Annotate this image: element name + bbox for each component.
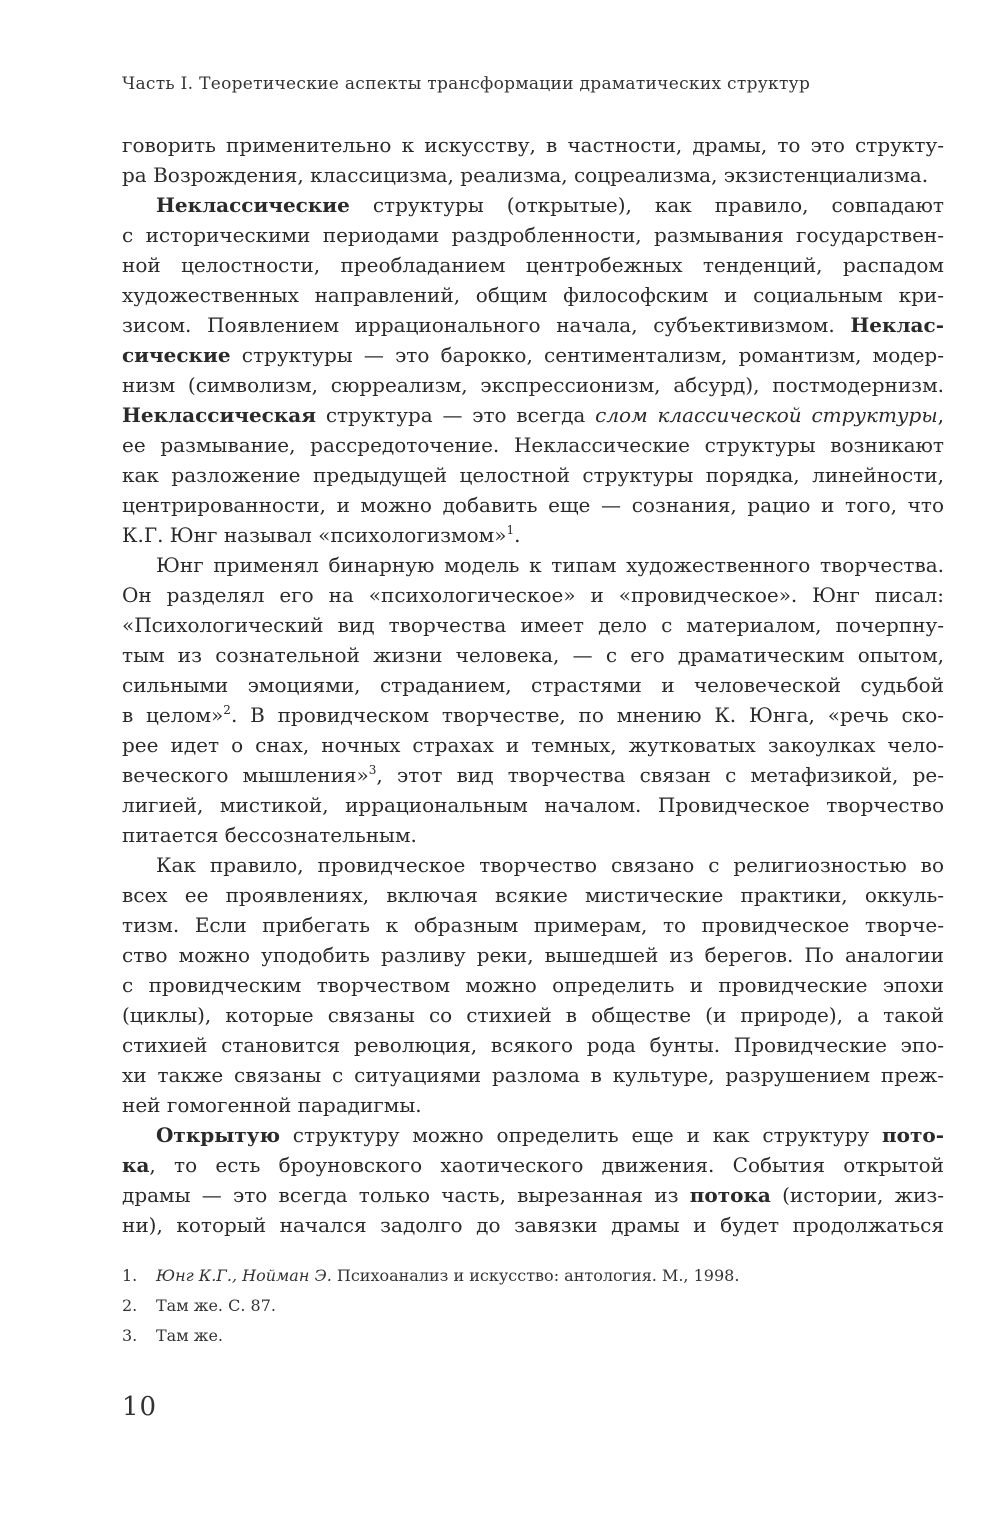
text-segment: структура — это всегда [316, 403, 596, 427]
text-segment: Юнг применял бинарную модель к типам художественного творчества. [156, 553, 944, 577]
footnote [122, 1261, 944, 1291]
text-segment: ка [122, 1153, 150, 1177]
text-line [122, 160, 944, 190]
footnote-ref: 2 [223, 703, 231, 717]
text-segment: ее размывание, рассредоточение. Неклассические структуры возникают [122, 433, 944, 457]
footnote-number: 2. [122, 1296, 138, 1315]
text-segment: центрированности, и можно добавить еще — сознания, рацио и того, что [122, 493, 944, 517]
text-line [122, 1030, 944, 1060]
footnote-number: 3. [122, 1326, 138, 1345]
footnote-text: Там же. [156, 1326, 224, 1345]
text-line [122, 520, 944, 550]
footnote-ref: 1 [506, 523, 515, 537]
text-segment: , этот вид творчества связан с метафизикой, ре- [376, 763, 944, 787]
text-segment: хи также связаны с ситуациями разлома в культуре, разрушением преж- [122, 1063, 944, 1087]
text-line [122, 1210, 944, 1240]
text-line [122, 400, 944, 430]
text-line [122, 370, 944, 400]
text-line [122, 790, 944, 820]
text-line [122, 700, 944, 730]
text-segment: лигией, мистикой, иррациональным началом. Провидческое творчество [122, 793, 944, 817]
running-head: Часть I. Теоретические аспекты трансформации драматических структур [122, 74, 811, 94]
text-segment: потока [689, 1183, 771, 1207]
text-segment: низм (символизм, сюрреализм, экспрессионизм, абсурд), постмодернизм. [122, 373, 944, 397]
footnote-ref: 3 [368, 763, 377, 777]
text-segment: сические [122, 343, 231, 367]
text-segment: Неклассические [156, 193, 350, 217]
text-line [122, 730, 944, 760]
text-segment: всех ее проявлениях, включая всякие мистические практики, оккуль- [122, 883, 944, 907]
text-segment: ной целостности, преобладанием центробежных тенденций, распадом [122, 253, 944, 277]
footnote [122, 1291, 944, 1321]
text-line [122, 880, 944, 910]
text-segment: , [937, 403, 944, 427]
text-line [122, 1060, 944, 1090]
page-number: 10 [122, 1392, 158, 1422]
text-line [122, 640, 944, 670]
text-line [122, 1180, 944, 1210]
text-line [122, 1120, 944, 1150]
text-line [122, 490, 944, 520]
text-line [122, 760, 944, 790]
text-segment: в целом» [122, 703, 224, 727]
text-line [122, 460, 944, 490]
text-line [122, 850, 944, 880]
text-segment: питается бессознательным. [122, 823, 417, 847]
text-line [122, 220, 944, 250]
text-segment: ра Возрождения, классицизма, реализма, соцреализма, экзистенциализма. [122, 163, 929, 187]
text-line [122, 250, 944, 280]
text-line [122, 670, 944, 700]
text-segment: . [514, 523, 521, 547]
text-line [122, 820, 944, 850]
text-line [122, 970, 944, 1000]
text-segment: тизм. Если прибегать к образным примерам, то провидческое творче- [122, 913, 944, 937]
text-segment: говорить применительно к искусству, в частности, драмы, то это структу- [122, 133, 944, 157]
text-segment: (истории, жиз- [770, 1183, 944, 1207]
footnote-author: Юнг К.Г., Нойман Э. [156, 1266, 332, 1285]
text-segment: Неклас- [850, 313, 944, 337]
text-segment: драмы — это всегда только часть, вырезанная из [122, 1183, 690, 1207]
text-segment: Неклассическая [122, 403, 317, 427]
text-segment: художественных направлений, общим философским и социальным кри- [122, 283, 944, 307]
text-segment: слом классической структуры [595, 403, 938, 427]
text-line [122, 1150, 944, 1180]
text-line [122, 1090, 944, 1120]
text-segment: «Психологический вид творчества имеет дело с материалом, почерпну- [122, 613, 944, 637]
text-line [122, 910, 944, 940]
text-line [122, 280, 944, 310]
text-line [122, 130, 944, 160]
text-segment: Он разделял его на «психологическое» и «провидческое». Юнг писал: [122, 583, 944, 607]
text-segment: с историческими периодами раздробленности, размывания государствен- [122, 223, 944, 247]
footnote-text: Психоанализ и искусство: антология. М., 1998. [331, 1266, 740, 1285]
text-segment: с провидческим творчеством можно определить и провидческие эпохи [122, 973, 944, 997]
text-segment: К.Г. Юнг называл «психологизмом» [122, 523, 507, 547]
footnotes [122, 1261, 944, 1351]
text-segment: ни), который начался задолго до завязки драмы и будет продолжаться [122, 1213, 944, 1237]
text-line [122, 190, 944, 220]
body-text [122, 130, 944, 1240]
text-segment: рее идет о снах, ночных страхах и темных, жутковатых закоулках чело- [122, 733, 944, 757]
text-segment: структуры — это барокко, сентиментализм, романтизм, модер- [230, 343, 944, 367]
text-segment: . В провидческом творчестве, по мнению К. Юнга, «речь ско- [230, 703, 944, 727]
text-segment: структуры (открытые), как правило, совпадают [349, 193, 944, 217]
text-line [122, 310, 944, 340]
footnote [122, 1321, 944, 1351]
text-segment: ней гомогенной парадигмы. [122, 1093, 422, 1117]
text-segment: Как правило, провидческое творчество связано с религиозностью во [156, 853, 944, 877]
text-line [122, 610, 944, 640]
footnote-number: 1. [122, 1266, 138, 1285]
text-line [122, 430, 944, 460]
text-segment: структуру можно определить еще и как структуру [280, 1123, 882, 1147]
footnote-text: Там же. С. 87. [156, 1296, 276, 1315]
text-segment: ство можно уподобить разливу реки, вышедшей из берегов. По аналогии [122, 943, 944, 967]
text-segment: веческого мышления» [122, 763, 369, 787]
text-segment: стихией становится революция, всякого рода бунты. Провидческие эпо- [122, 1033, 944, 1057]
text-segment: зисом. Появлением иррационального начала, субъективизмом. [122, 313, 851, 337]
text-segment: пото- [881, 1123, 944, 1147]
text-segment: как разложение предыдущей целостной структуры порядка, линейности, [122, 463, 944, 487]
text-segment: тым из сознательной жизни человека, — с его драматическим опытом, [122, 643, 944, 667]
text-line [122, 340, 944, 370]
text-line [122, 940, 944, 970]
text-line [122, 580, 944, 610]
text-line [122, 1000, 944, 1030]
text-segment: , то есть броуновского хаотического движения. События открытой [149, 1153, 944, 1177]
text-segment: сильными эмоциями, страданием, страстями и человеческой судьбой [122, 673, 944, 697]
text-segment: (циклы), которые связаны со стихией в обществе (и природе), а такой [122, 1003, 944, 1027]
text-segment: Открытую [156, 1123, 280, 1147]
text-line [122, 550, 944, 580]
